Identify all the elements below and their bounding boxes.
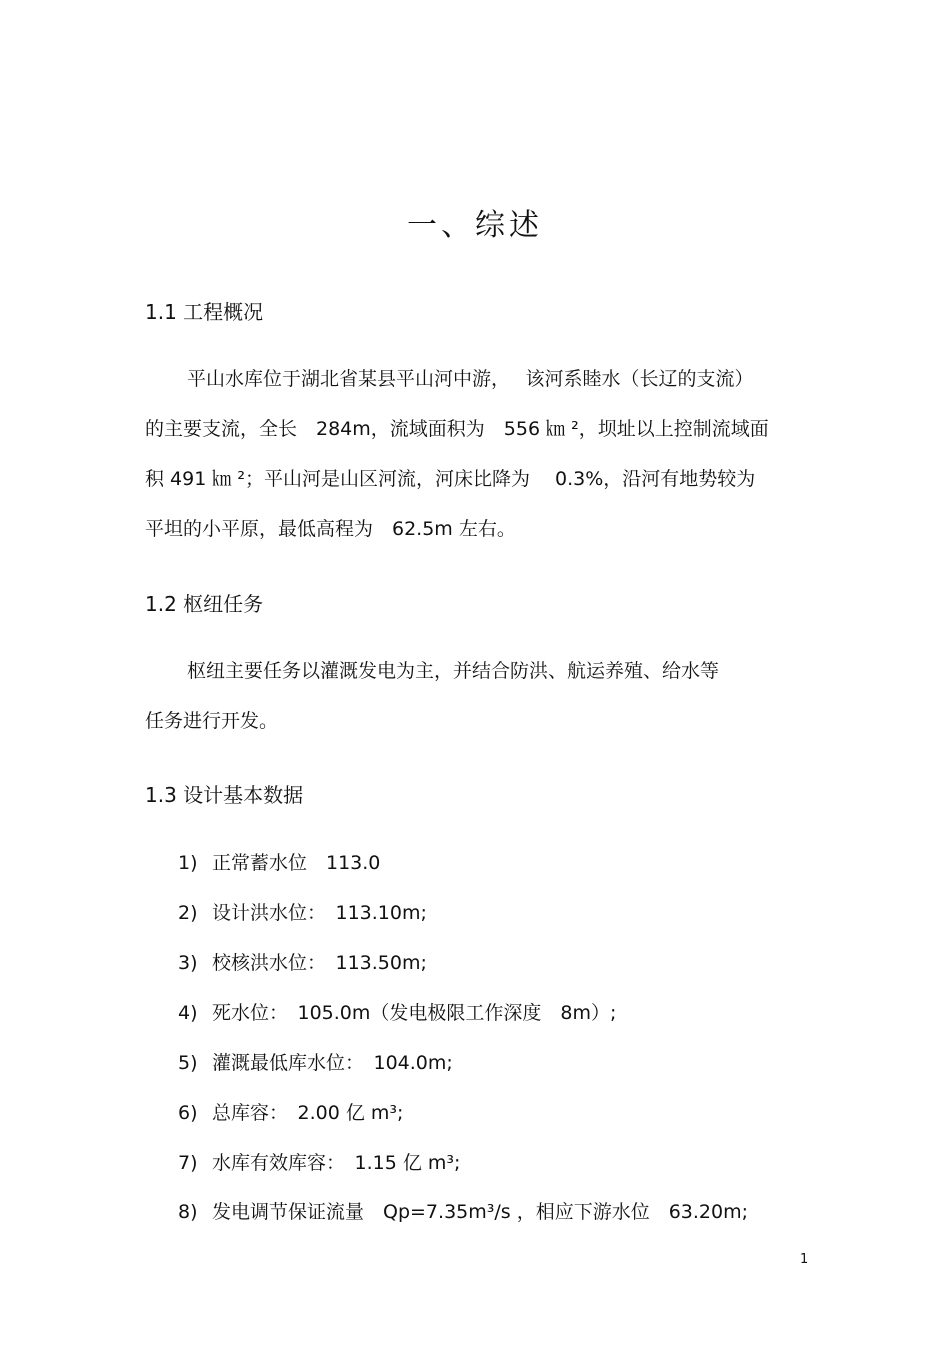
paragraph-line: 平坦的小平原，最低高程为 62.5m 左右。: [145, 518, 516, 540]
list-item-number: 1): [178, 852, 198, 874]
paragraph-line: 平山水库位于湖北省某县平山河中游， 该河系睦水（长辽的支流）: [187, 368, 754, 390]
list-item-text: 发电调节保证流量 Qp=7.35m³/s ，相应下游水位 63.20m;: [212, 1201, 749, 1223]
list-item-number: 6): [178, 1102, 198, 1124]
list-item: [178, 1098, 403, 1125]
list-item-text: 设计洪水位： 113.10m;: [212, 902, 427, 924]
list-item-number: 4): [178, 1002, 198, 1024]
list-item: [178, 848, 380, 875]
list-item: [178, 998, 616, 1025]
list-item-text: 总库容： 2.00 亿 m³;: [212, 1102, 404, 1124]
list-item: [178, 898, 427, 925]
list-item-text: 灌溉最低库水位： 104.0m;: [212, 1052, 453, 1074]
list-item: [178, 1197, 748, 1224]
paragraph-line: 积 491 ㎞ ²；平山河是山区河流，河床比降为 0.3%，沿河有地势较为: [145, 468, 756, 490]
list-item-number: 5): [178, 1052, 198, 1074]
section-heading-1-3: 1.3 设计基本数据: [145, 783, 304, 807]
list-item: [178, 948, 427, 975]
section-heading-1-1: 1.1 工程概况: [145, 300, 264, 324]
list-item-number: 3): [178, 952, 198, 974]
list-item-text: 正常蓄水位 113.0: [212, 852, 381, 874]
page-number: 1: [800, 1252, 809, 1267]
section-heading-1-2: 1.2 枢纽任务: [145, 592, 264, 616]
paragraph-line: 枢纽主要任务以灌溉发电为主，并结合防洪、航运养殖、给水等: [187, 660, 720, 682]
list-item-text: 校核洪水位： 113.50m;: [212, 952, 427, 974]
list-item-text: 水库有效库容： 1.15 亿 m³;: [212, 1152, 461, 1174]
list-item-number: 2): [178, 902, 198, 924]
list-item-text: 死水位： 105.0m（发电极限工作深度 8m）;: [212, 1002, 617, 1024]
paragraph-line: 任务进行开发。: [145, 710, 279, 732]
list-item-number: 7): [178, 1152, 198, 1174]
paragraph-line: 的主要支流，全长 284m，流域面积为 556 ㎞ ²，坝址以上控制流域面: [145, 418, 769, 440]
page-title: 一、综述: [407, 208, 543, 243]
list-item-number: 8): [178, 1201, 198, 1223]
list-item: [178, 1148, 460, 1175]
list-item: [178, 1048, 453, 1075]
